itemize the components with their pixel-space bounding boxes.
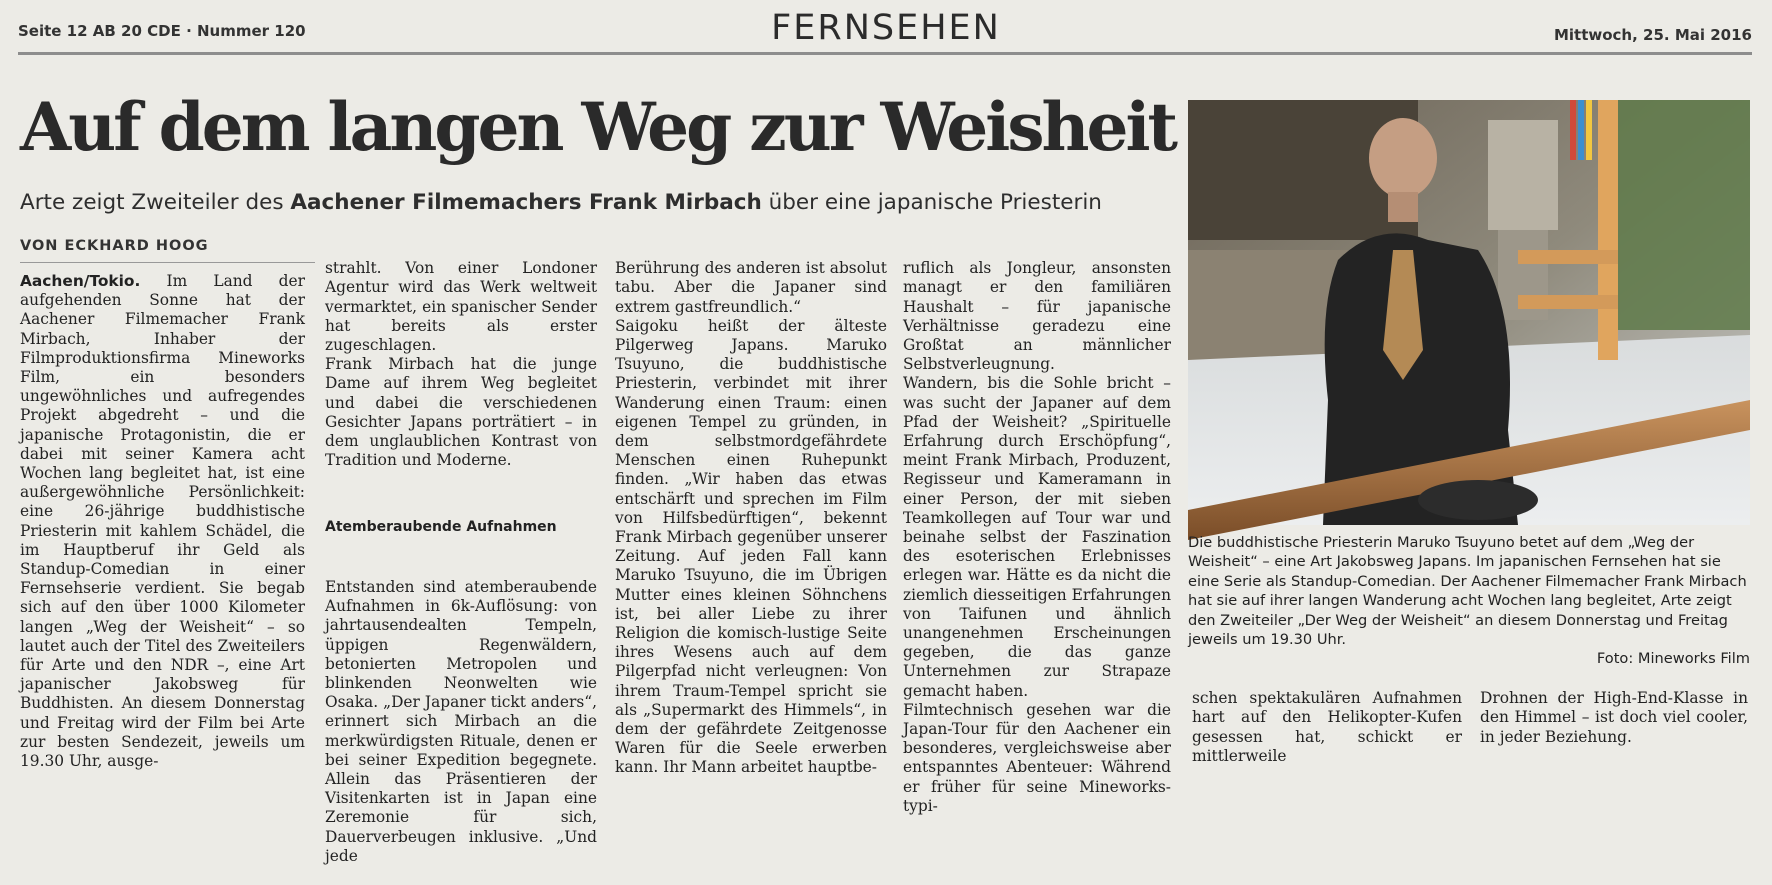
column-2-text-a: strahlt. Von einer Londoner Agentur wird das Werk weltweit vermarktet, ein spanischer Sender hat bereits als erster zugeschlagen. Frank Mirbach hat die junge Dame auf ihrem Weg begleitet und dabei die verschiedenen Gesichter Japans porträtiert – in dem unglaublichen Kontrast von Tradition und Moderne. [325,259,597,470]
column-2-text-b: Entstanden sind atemberaubende Aufnahmen in 6k-Auflösung: von jahrtausendealten Tempeln, üppigen Regenwäldern, betonierten Metropolen und blinkenden Neonwelten wie Osaka. „Der Japaner tickt anders“, erinnert sich Mirbach an die merkwürdigsten Rituale, denen er bei seiner Expedition begegnete. Allein das Präsentieren der Visitenkarten ist in Japan eine Zeremonie für sich, Dauerverbeugen inklusive. „Und jede [325,578,597,865]
photo-caption [1188,533,1750,669]
photo-credit: Foto: Mineworks Film [1596,650,1750,668]
article-subheadline: Arte zeigt Zweiteiler des Aachener Filmemachers Frank Mirbach über eine japanische Priesterin [20,190,1102,215]
article-photo [1188,100,1750,525]
section-title: FERNSEHEN [771,8,1001,48]
column-1-text: Im Land der aufgehenden Sonne hat der Aachener Filmemacher Frank Mirbach, Inhaber der Filmproduktionsfirma Mineworks Film, ein besonders ungewöhnliches und aufregendes Projekt abgedreht – und die japanische Protagonistin, die er dabei mit seiner Kamera acht Wochen lang begleitet hat, ist eine außergewöhnliche Persönlichkeit: eine 26-jährige buddhistische Priesterin mit kahlem Schädel, die im Hauptberuf ihr Geld als Standup-Comedian in einer Fernsehserie verdient. Sie begab sich auf den über 1000 Kilometer langen „Weg der Weisheit“ – so lautet auch der Titel des Zweiteilers für Arte und den NDR –, eine Art japanischer Jakobsweg für Buddhisten. An diesem Donnerstag und Freitag wird der Film bei Arte zur besten Sendezeit, jeweils um 19.30 Uhr, ausge- [20,272,305,771]
article-headline: Auf dem langen Weg zur Weisheit [20,88,1176,166]
intertitle: Atemberaubende Aufnahmen [325,518,557,535]
byline-rule [20,262,315,263]
article-column-2 [325,240,597,865]
article-column-4 [903,240,1172,815]
dateline: Aachen/Tokio. [20,272,141,290]
article-column-1 [20,272,305,771]
column-4-text: ruflich als Jongleur, ansonsten managt er den familiären Haushalt – für japanische Verhältnisse geradezu eine Großtat an männlicher Selbstverleugnung. Wandern, bis die Sohle bricht – was sucht der Japaner auf dem Pfad der Weisheit? „Spirituelle Erfahrung durch Erschöpfung“, meint Frank Mirbach, Produzent, Regisseur und Kameramann in einer Person, der mit sieben Teamkollegen auf Tour war und beinahe selbst der Faszination des esoterischen Erlebnisses erlegen war. Hätte es da nicht die ziemlich diesseitigen Erfahrungen von Taifunen und ähnlich unangenehmen Erscheinungen gegeben, die das ganze Unternehmen zur Strapaze gemacht haben. Filmtechnisch gesehen war die Japan-Tour für den Aachener ein besonderes, vergleichsweise aber entspanntes Abenteuer: Während er früher für seine Mineworks-typi- [903,259,1172,815]
byline: VON ECKHARD HOOG [20,238,209,254]
column-6-text: Drohnen der High-End-Klasse in den Himmel – ist doch viel cooler, in jeder Beziehung. [1480,689,1748,746]
article-column-6 [1480,670,1748,746]
caption-text: Die buddhistische Priesterin Maruko Tsuyuno betet auf dem „Weg der Weisheit“ – eine Art Jakobsweg Japans. Im japanischen Fernsehen hat sie eine Serie als Standup-Comedian. Der Aachener Filmemacher Frank Mirbach hat sie auf ihrer langen Wanderung acht Wochen lang begleitet, Arte zeigt den Zweiteiler „Der Weg der Weisheit“ an diesem Donnerstag und Freitag jeweils um 19.30 Uhr. [1188,534,1747,649]
column-3-text: Berührung des anderen ist absolut tabu. Aber die Japaner sind extrem gastfreundlich.“ Saigoku heißt der älteste Pilgerweg Japans. Maruko Tsuyuno, die buddhistische Priesterin, verbindet mit ihrer Wanderung einen Traum: einen eigenen Tempel zu gründen, in dem selbstmordgefährdete Menschen einen Ruhepunkt finden. „Wir haben das etwas entschärft und sprechen im Film von Hilfsbedürftigen“, bekennt Frank Mirbach gegenüber unserer Zeitung. Auf jeden Fall kann Maruko Tsuyuno, die im Übrigen Mutter eines kleinen Söhnchens ist, bei aller Liebe zu ihrer Religion die komisch-lustige Seite ihres Wesens auch auf dem Pilgerpfad nicht verleugnen: Von ihrem Traum-Tempel spricht sie als „Supermarkt des Himmels“, in dem der gefährdete Zeitgenosse Waren für die Seele erwerben kann. Ihr Mann arbeitet hauptbe- [615,259,887,777]
article-column-5 [1192,670,1462,765]
column-5-text: schen spektakulären Aufnahmen hart auf den Helikopter-Kufen gesessen hat, schickt er mittlerweile [1192,689,1462,765]
article-column-3 [615,240,887,777]
issue-date: Mittwoch, 25. Mai 2016 [1553,26,1752,44]
page-number-info: Seite 12 AB 20 CDE · Nummer 120 [18,22,306,40]
header-rule [18,52,1752,55]
